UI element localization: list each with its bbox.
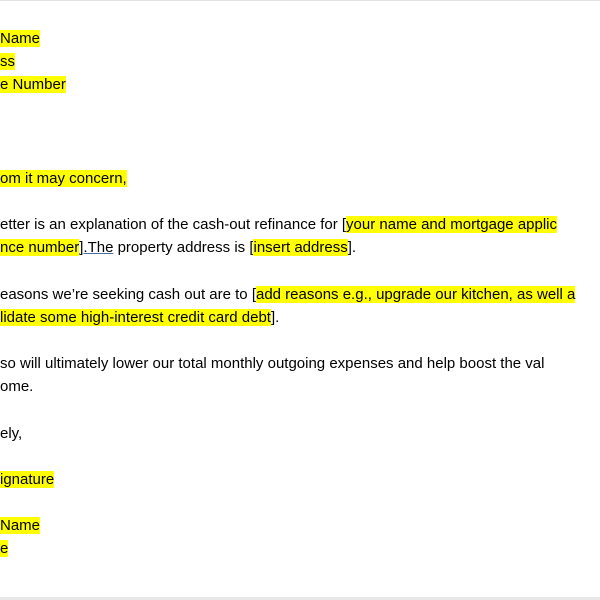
paragraph1-line2 xyxy=(0,239,356,257)
last-line-text: e xyxy=(0,540,9,557)
placeholder-name-reference: your name and mortgage applic xyxy=(346,216,558,233)
greeting-line xyxy=(0,170,127,188)
paragraph2-end: ]. xyxy=(270,309,280,326)
paragraph3-text-2: ome. xyxy=(0,378,34,395)
paragraph3-line2 xyxy=(0,378,33,396)
paragraph3-line1 xyxy=(0,355,544,373)
placeholder-reasons: add reasons e.g., upgrade our kitchen, as well a xyxy=(255,286,576,303)
paragraph1-text: etter is an explanation of the cash-out refinance for [ xyxy=(0,216,347,233)
paragraph2-line2 xyxy=(0,309,279,327)
closing: ely, xyxy=(0,425,23,442)
placeholder-address: insert address xyxy=(253,239,348,256)
paragraph1-line1 xyxy=(0,216,557,234)
signature: ignature xyxy=(0,471,55,488)
closing-line xyxy=(0,425,22,443)
sender-name-line xyxy=(0,30,40,48)
paragraph3-text: so will ultimately lower our total monthly outgoing expenses and help boost the val xyxy=(0,355,545,372)
sender-address-line xyxy=(0,53,15,71)
bracket-close: ]. xyxy=(79,239,88,256)
sender-phone-line xyxy=(0,76,66,94)
sender-address: ss xyxy=(0,53,15,70)
paragraph1-text-2: property address is [ xyxy=(113,239,254,256)
page-top-edge xyxy=(0,0,600,1)
placeholder-reasons-cont: lidate some high-interest credit card debt xyxy=(0,309,271,326)
placeholder-reference-number: nce number xyxy=(0,239,80,256)
greeting: om it may concern, xyxy=(0,170,127,187)
word-the: The xyxy=(87,239,114,256)
paragraph1-end: ]. xyxy=(347,239,357,256)
last-line xyxy=(0,540,8,558)
printed-name-line xyxy=(0,517,40,535)
printed-name: Name xyxy=(0,517,41,534)
sender-name: Name xyxy=(0,30,41,47)
signature-line xyxy=(0,471,54,489)
paragraph2-line1 xyxy=(0,286,575,304)
paragraph2-text: easons we’re seeking cash out are to [ xyxy=(0,286,256,303)
sender-phone: e Number xyxy=(0,76,66,93)
